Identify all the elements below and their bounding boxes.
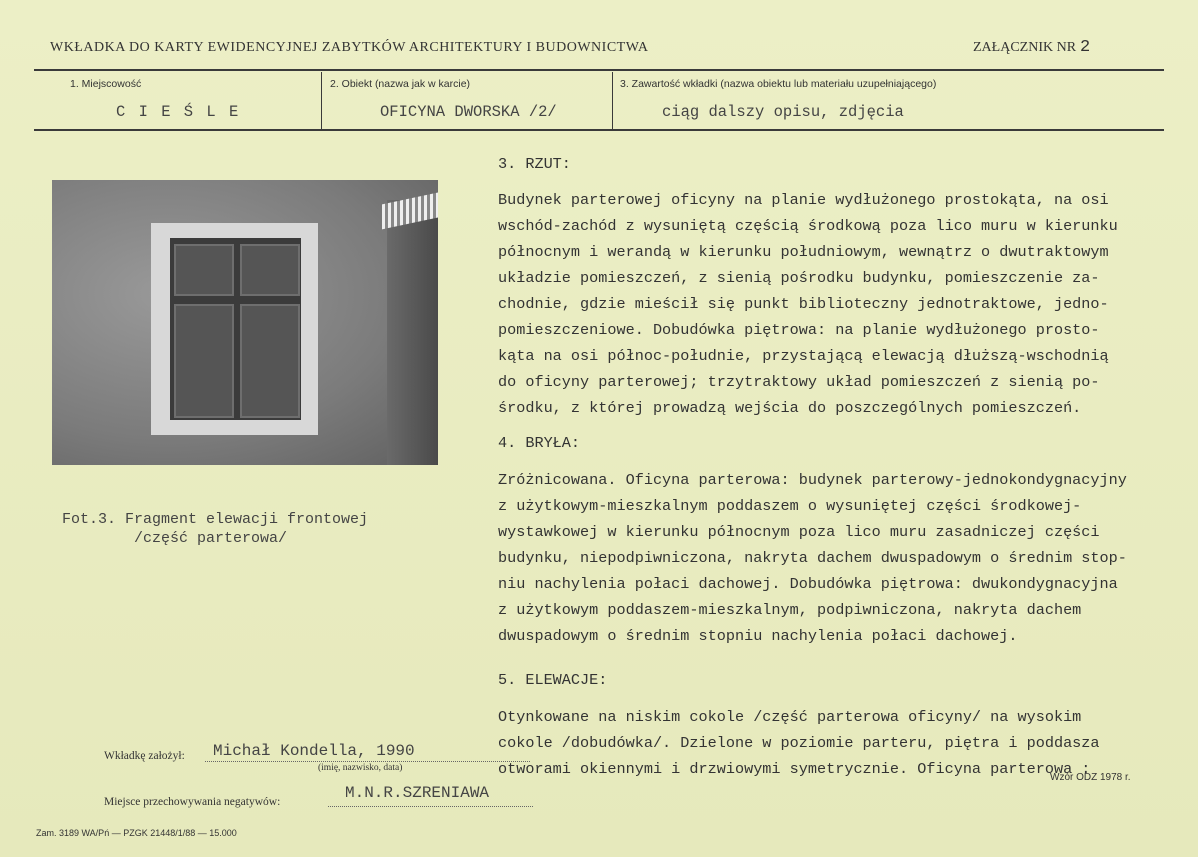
caption-line-2: /część parterowa/ [134,530,288,547]
author-sublabel: (imię, nazwisko, data) [318,763,403,773]
content-label: 3. Zawartość wkładki (nazwa obiektu lub materiału uzupełniającego) [620,78,937,90]
text-line: układzie pomieszczeń, z sienią pośrodku budynku, pomieszczenie za- [498,269,1100,287]
text-line: środku, z której prowadzą wejścia do poszczególnych pomieszczeń. [498,399,1082,417]
window-photo [52,180,438,465]
section-title-bryla: 4. BRYŁA: [498,434,581,452]
text-line: niu nachylenia połaci dachowej. Dobudówka piętrowa: dwukondygnacyjna [498,575,1118,593]
object-value: OFICYNA DWORSKA /2/ [380,103,557,121]
section-body-bryla [498,467,1127,649]
attachment-label: ZAŁĄCZNIK NR [973,40,1077,55]
form-reference: Wzór ODZ 1978 r. [1050,772,1131,783]
negatives-label: Miejsce przechowywania negatywów: [104,796,281,808]
text-line: Otynkowane na niskim cokole /część parterowa oficyny/ na wysokim [498,708,1082,726]
text-line: do oficyny parterowej; trzytraktowy układ pomieszczeń z sienią po- [498,373,1100,391]
caption-line-1: Fot.3. Fragment elewacji frontowej [62,511,369,528]
text-line: z użytkowym poddaszem-mieszkalnym, podpiwniczona, nakryta dachem [498,601,1082,619]
fields-bottom-rule [34,129,1164,131]
author-value: Michał Kondella, 1990 [213,742,415,760]
text-line: budynku, niepodpiwniczona, nakryta dachem dwuspadowym o średnim stop- [498,549,1127,567]
window-pane [174,244,234,296]
author-dotted-line [205,761,530,762]
text-line: północnym i werandą w kierunku południowym, wewnątrz o dwutraktowym [498,243,1109,261]
field-divider-1 [321,72,322,130]
window-pane [174,304,234,418]
field-divider-2 [612,72,613,130]
section-body-elewacje [498,704,1100,782]
top-rule [34,69,1164,71]
section-title-rzut: 3. RZUT: [498,155,571,173]
text-line: dwuspadowym o średnim stopniu nachylenia połaci dachowej. [498,627,1018,645]
window-pane [240,244,300,296]
section-title-elewacje: 5. ELEWACJE: [498,671,608,689]
text-line: cokole /dobudówka/. Dzielone w poziomie parteru, piętra i poddasza [498,734,1100,752]
photo-caption [62,510,368,548]
photo-side-shadow [387,200,438,465]
author-label: Wkładkę założył: [104,750,185,762]
print-info: Zam. 3189 WA/Pń — PZGK 21448/1/88 — 15.000 [36,828,237,838]
section-body-rzut [498,187,1118,421]
text-line: z użytkowym-mieszkalnym poddaszem o wysuniętej części środkowej- [498,497,1082,515]
text-line: pomieszczeniowe. Dobudówka piętrowa: na planie wydłużonego prosto- [498,321,1100,339]
content-value: ciąg dalszy opisu, zdjęcia [662,103,904,121]
attachment-number [973,38,1090,57]
text-line: otworami okiennymi i drzwiowymi symetrycznie. Oficyna parterowa : [498,760,1091,778]
text-line: Budynek parterowej oficyny na planie wydłużonego prostokąta, na osi [498,191,1109,209]
text-line: wschód-zachód z wysuniętą częścią środkową poza lico muru w kierunku [498,217,1118,235]
text-line: kąta na osi północ-południe, przystającą elewacją dłuższą-wschodnią [498,347,1109,365]
locality-label: 1. Miejscowość [70,78,142,90]
card-title: WKŁADKA DO KARTY EWIDENCYJNEJ ZABYTKÓW ARCHITEKTURY I BUDOWNICTWA [50,40,649,55]
attachment-value: 2 [1080,38,1091,57]
negatives-dotted-line [328,806,533,807]
object-label: 2. Obiekt (nazwa jak w karcie) [330,78,471,90]
locality-value: C I E Ś L E [116,103,241,121]
negatives-value: M.N.R.SZRENIAWA [345,784,490,802]
window-pane [240,304,300,418]
text-line: Zróżnicowana. Oficyna parterowa: budynek parterowy-jednokondygnacyjny [498,471,1127,489]
text-line: chodnie, gdzie mieścił się punkt biblioteczny jednotraktowe, jedno- [498,295,1109,313]
text-line: wystawkowej w kierunku północnym poza lico muru zasadniczej części [498,523,1100,541]
